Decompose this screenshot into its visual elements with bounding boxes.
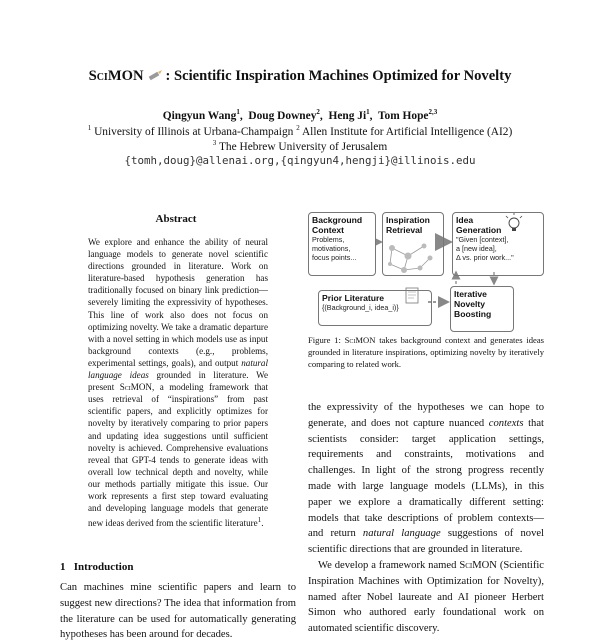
inspiration-retrieval-box [382, 212, 444, 276]
box-title: Retrieval [386, 225, 423, 235]
box-title: Prior Literature [322, 293, 385, 303]
author-name: Heng Ji [328, 109, 367, 122]
box-title: Iterative [454, 289, 487, 299]
box-title: Background [312, 215, 363, 225]
affil-sup: 1 [87, 124, 92, 132]
figure-caption [308, 334, 544, 370]
section-number: 1 [60, 561, 66, 573]
paragraph-text: (Scientific Inspiration Machines with Optimization for Novelty), named after Nobel laureate and AI pioneer Herbert Simon who authored early foundational work on automated scientific discovery. [308, 559, 544, 635]
box-text: motivations, [312, 244, 351, 253]
affiliation-line-2 [0, 139, 600, 153]
box-title: Idea [456, 215, 474, 225]
title-rest: : Scientific Inspiration Machines Optimized for Novelty [165, 68, 512, 84]
box-text: {(Background_i, idea_i)} [322, 303, 399, 312]
author-affil-sup: 2 [316, 108, 320, 116]
title-system-name: SciMON [88, 68, 144, 84]
affil-text: University of Illinois at Urbana-Champaign [94, 125, 294, 138]
author-name: Tom Hope [377, 109, 429, 122]
paragraph-text: the expressivity of the hypotheses we can hope to generate, and does not capture nuanced [308, 402, 544, 429]
idea-generation-box [452, 212, 544, 276]
author-list: Qingyun Wang$^1$, Doug Downey$^2$, Heng Ji$^1$, Tom Hope$^{2,3}$ [162, 108, 438, 122]
paragraph-system-name: SciMON [459, 559, 497, 571]
footnote-mark[interactable]: 1 [257, 516, 262, 525]
affil-sup: 3 [212, 139, 217, 147]
affil-text: The Hebrew University of Jerusalem [218, 140, 388, 153]
box-title: Inspiration [386, 215, 430, 225]
author-affil-sup: 1 [366, 108, 370, 116]
author-affil-sup: 1 [236, 108, 240, 116]
paragraph-text: that scientists consider: target application settings, requirements and constraints, motivations and challenges. In light of the strong progress recently made with large language models (LLMs), in this paper we explore a dramatically different setting: models that take descriptions of problem contexts—and return [308, 417, 544, 540]
figure-1 [308, 212, 544, 330]
abstract-text: We explore and enhance the ability of neural language models to generate novel scientific directions grounded in literature. Work on literature-based hypothesis generation has traditionally focused on binary link prediction—severely limiting the expressivity of hypotheses. This line of work also does not focus on optimizing novelty. We take a dramatic departure with a novel setting in which models use as input background contexts (e.g., problems, experimental settings, goals), and output [88, 237, 268, 368]
box-text: a [new idea], [456, 244, 497, 253]
intro-paragraph: Can machines mine scientific papers and learn to suggest new directions? The idea that information from the literature can be used for automatically generating hypotheses has been around for decades. [60, 582, 296, 641]
novelty-boosting-box [450, 286, 514, 332]
author-name: Doug Downey [248, 109, 317, 122]
section-title: Introduction [73, 561, 134, 573]
box-title: Generation [456, 225, 502, 235]
prior-literature-box [318, 290, 432, 326]
paper-title [0, 68, 600, 87]
affil-text: Allen Institute for Artificial Intelligence (AI2) [301, 125, 513, 138]
caption-label: Figure 1: [308, 335, 345, 345]
abstract-system-name: SciMON [119, 382, 152, 393]
author-name: Qingyun Wang [162, 109, 237, 122]
box-text: Δ vs. prior work..." [456, 253, 514, 262]
abstract-emphasis: natural language ideas [88, 357, 268, 381]
abstract-text: . [261, 518, 264, 529]
pencil-icon [147, 70, 163, 87]
section-heading [60, 561, 133, 573]
caption-text: takes background context and generates ideas grounded in literature inspirations, optimizing novelty by iteratively comparing to related work. [308, 335, 544, 369]
box-text: "Given [context], [456, 235, 509, 244]
box-text: focus points... [312, 253, 357, 262]
paragraph [308, 558, 544, 637]
author-affil-sup: 2,3 [428, 108, 438, 116]
abstract-body [88, 236, 268, 529]
abstract-text: , a modeling framework that uses retrieval of “inspirations” from past scientific papers, and explicitly optimizes for novelty by iteratively comparing to prior papers and updating idea suggestions until sufficient novelty is achieved. Comprehensive evaluations reveal that GPT-4 tends to generate ideas with overall low technical depth and novelty, while our methods partially mitigate this issue. Our work represents a first step toward evaluating and developing language models that generate new ideas derived from the scientific literature [88, 382, 268, 529]
caption-system-name: SciMON [344, 335, 376, 345]
paragraph-emphasis: contexts [488, 417, 524, 429]
box-title: Context [312, 225, 344, 235]
abstract-text: grounded in literature. We present [88, 370, 268, 393]
paragraph-text: We develop a framework named [318, 559, 460, 571]
right-column-body [308, 400, 544, 637]
box-title: Novelty [454, 299, 486, 309]
author-emails: {tomh,doug}@allenai.org,{qingyun4,hengji}@illinois.edu [124, 154, 476, 167]
affiliation-line-1 [0, 124, 600, 138]
paragraph [308, 400, 544, 558]
box-title: Boosting [454, 309, 492, 319]
background-context-box [308, 212, 376, 276]
abstract-heading: Abstract [155, 213, 197, 225]
affil-sup: 2 [296, 124, 300, 132]
paragraph-text: suggestions of novel scientific directions that are grounded in literature. [308, 528, 545, 556]
box-text: Problems, [312, 235, 345, 244]
paragraph-emphasis: natural language [362, 528, 441, 540]
